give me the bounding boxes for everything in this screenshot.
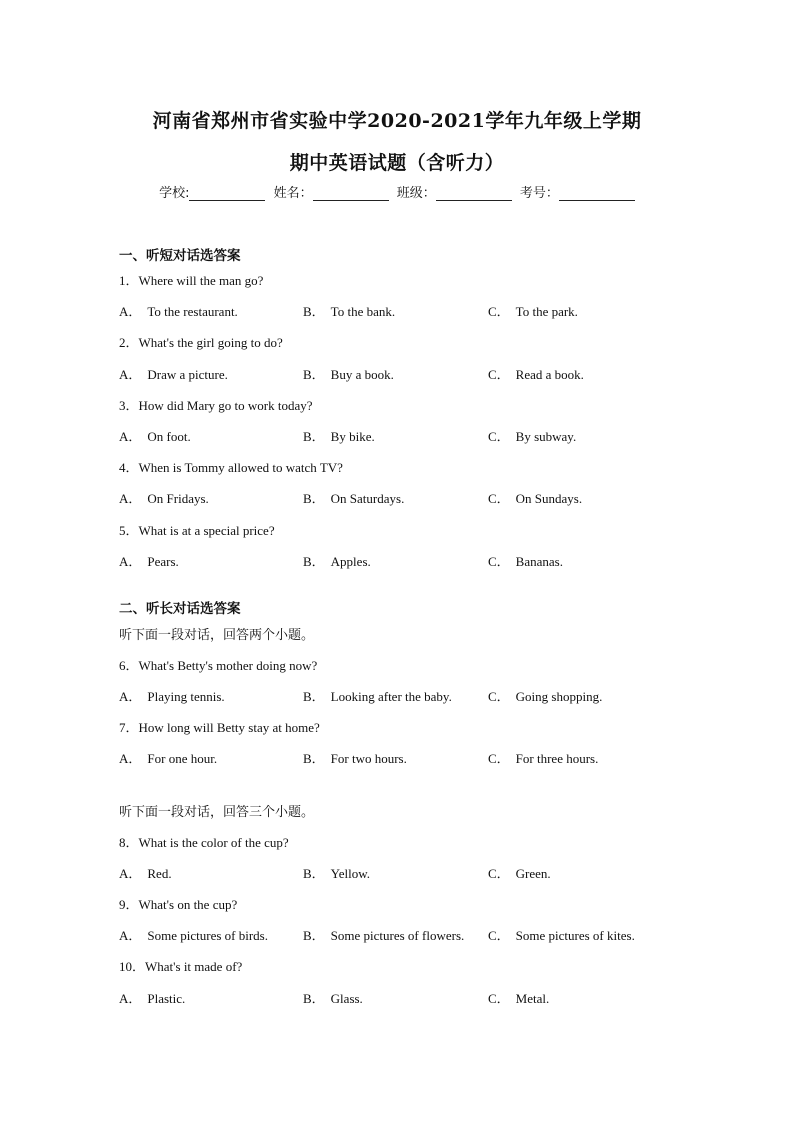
- question-number: 8．: [119, 835, 139, 850]
- option-b: B． Some pictures of flowers.: [303, 928, 465, 943]
- question-number: 6．: [119, 658, 139, 673]
- section-title: 二、听长对话选答案: [119, 601, 241, 617]
- section-intro: 听下面一段对话，回答两个小题。: [119, 628, 315, 643]
- question-number: 2．: [119, 335, 139, 350]
- question-text: What's Betty's mother doing now?: [138, 658, 318, 673]
- question-number: 5．: [119, 523, 139, 538]
- option-c: C． Metal.: [488, 991, 550, 1006]
- question: [119, 655, 317, 674]
- option-a: A． Playing tennis.: [119, 689, 225, 704]
- question-text: What's it made of?: [145, 959, 243, 974]
- option-c: C． Going shopping.: [488, 689, 603, 704]
- school-blank: [189, 187, 265, 201]
- option-a: A． Pears.: [119, 554, 179, 569]
- question-text: What's the girl going to do?: [138, 335, 283, 350]
- option-b: B． Apples.: [303, 554, 371, 569]
- question-text: What's on the cup?: [138, 897, 238, 912]
- question-text: When is Tommy allowed to watch TV?: [138, 460, 343, 475]
- option-c: C． For three hours.: [488, 751, 599, 766]
- question: [119, 956, 242, 975]
- question-number: 1．: [119, 273, 139, 288]
- option-a: A． To the restaurant.: [119, 304, 238, 319]
- question-text: How did Mary go to work today?: [138, 398, 313, 413]
- class-label: 班级：: [396, 186, 436, 201]
- option-c: C． Green.: [488, 866, 551, 881]
- question: [119, 832, 289, 851]
- option-row: [0, 364, 794, 382]
- option-a: A． On foot.: [119, 429, 191, 444]
- name-blank: [313, 187, 389, 201]
- option-c: C． On Sundays.: [488, 491, 583, 506]
- option-row: [0, 988, 794, 1006]
- question-number: 10．: [119, 959, 146, 974]
- student-info-line: [0, 182, 794, 201]
- option-c: C． Bananas.: [488, 554, 563, 569]
- name-label: 姓名：: [273, 186, 313, 201]
- option-row: [0, 925, 794, 943]
- question-number: 4．: [119, 460, 139, 475]
- option-row: [0, 301, 794, 319]
- option-c: C． Read a book.: [488, 367, 584, 382]
- exam-number-label: 考号：: [519, 186, 559, 201]
- question: [119, 395, 313, 414]
- option-c: C． Some pictures of kites.: [488, 928, 635, 943]
- option-b: B． Looking after the baby.: [303, 689, 452, 704]
- question-text: What is at a special price?: [138, 523, 275, 538]
- option-row: [0, 863, 794, 881]
- question-number: 9．: [119, 897, 139, 912]
- option-b: B． On Saturdays.: [303, 491, 405, 506]
- exam-title-line2: 期中英语试题（含听力）: [289, 152, 505, 174]
- option-row: [0, 426, 794, 444]
- option-c: C． By subway.: [488, 429, 577, 444]
- option-a: A． On Fridays.: [119, 491, 209, 506]
- question-text: Where will the man go?: [138, 273, 264, 288]
- question: [119, 717, 320, 736]
- option-a: A． Red.: [119, 866, 172, 881]
- option-a: A． Plastic.: [119, 991, 186, 1006]
- option-c: C． To the park.: [488, 304, 578, 319]
- class-blank: [436, 187, 512, 201]
- option-row: [0, 488, 794, 506]
- option-b: B． Yellow.: [303, 866, 371, 881]
- question: [119, 520, 275, 539]
- question-number: 7．: [119, 720, 139, 735]
- question: [119, 270, 263, 289]
- exam-title-line1: 河南省郑州市省实验中学2020-2021学年九年级上学期: [152, 110, 642, 132]
- option-a: A． For one hour.: [119, 751, 218, 766]
- section-intro: 听下面一段对话，回答三个小题。: [119, 805, 315, 820]
- option-row: [0, 551, 794, 569]
- option-a: A． Some pictures of birds.: [119, 928, 268, 943]
- question-number: 3．: [119, 398, 139, 413]
- section-title: 一、听短对话选答案: [119, 248, 241, 264]
- question: [119, 332, 283, 351]
- option-b: B． To the bank.: [303, 304, 396, 319]
- question-text: How long will Betty stay at home?: [138, 720, 320, 735]
- question: [119, 457, 343, 476]
- school-label: 学校:: [159, 186, 190, 201]
- question-text: What is the color of the cup?: [138, 835, 289, 850]
- option-b: B． Glass.: [303, 991, 363, 1006]
- question: [119, 894, 237, 913]
- option-row: [0, 686, 794, 704]
- exam-number-blank: [559, 187, 635, 201]
- option-a: A． Draw a picture.: [119, 367, 228, 382]
- option-b: B． By bike.: [303, 429, 375, 444]
- option-b: B． Buy a book.: [303, 367, 394, 382]
- option-row: [0, 748, 794, 766]
- option-b: B． For two hours.: [303, 751, 407, 766]
